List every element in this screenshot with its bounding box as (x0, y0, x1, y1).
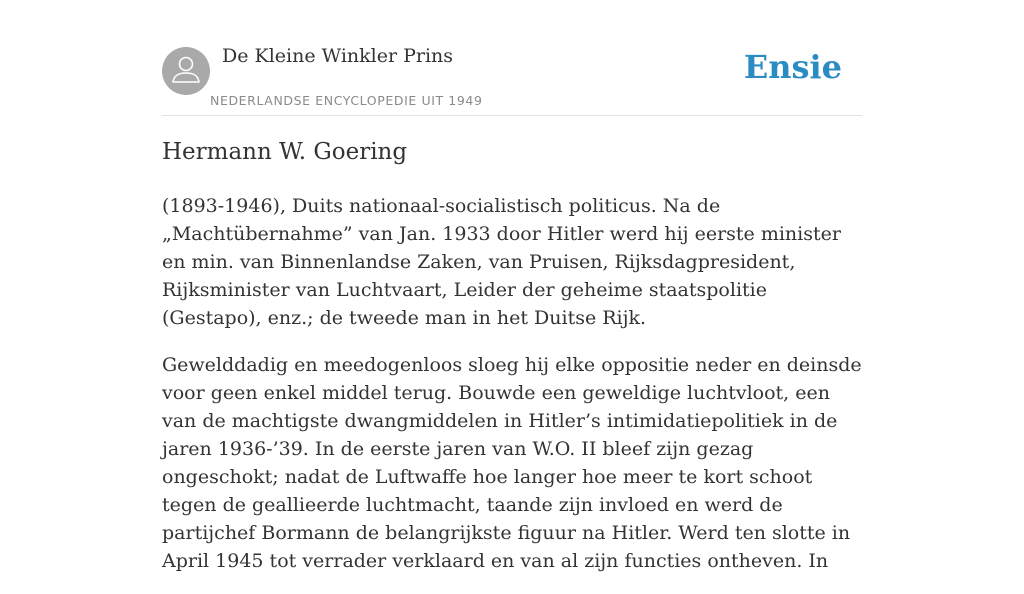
article-paragraph: (1893-1946), Duits nationaal-socialistisch politicus. Na de „Machtübernahme” van Jan. 1933 door Hitler werd hij eerste minister en min. van Binnenlandse Zaken, van Pruisen, Rijksdagpresident, Rijksminister van Luchtvaart, Leider der geheime staatspolitie (Gestapo), enz.; de tweede man in het Duitse Rijk. (162, 195, 841, 329)
article-body (162, 192, 862, 594)
source-subtitle: NEDERLANDSE ENCYCLOPEDIE UIT 1949 (210, 93, 483, 108)
user-silhouette-icon (162, 47, 210, 95)
header-divider (162, 115, 862, 116)
article-title: Hermann W. Goering (162, 139, 408, 165)
source-name[interactable]: De Kleine Winkler Prins (222, 45, 454, 67)
article-paragraph: Gewelddadig en meedogenloos sloeg hij elke oppositie neder en deinsde voor geen enkel middel terug. Bouwde een geweldige luchtvloot, een van de machtigste dwangmiddelen in Hitler’s intimidatiepolitiek in de jaren 1936-’39. In de eerste jaren van W.O. II bleef zijn gezag ongeschokt; nadat de Luftwaffe hoe langer hoe meer te kort schoot tegen de geallieerde luchtmacht, taande zijn invloed en werd de partijchef Bormann de belangrijkste figuur na Hitler. Werd ten slotte in April 1945 tot verrader verklaard en van al zijn functies ontheven. In (162, 354, 862, 572)
brand-logo[interactable]: Ensie (743, 48, 842, 86)
